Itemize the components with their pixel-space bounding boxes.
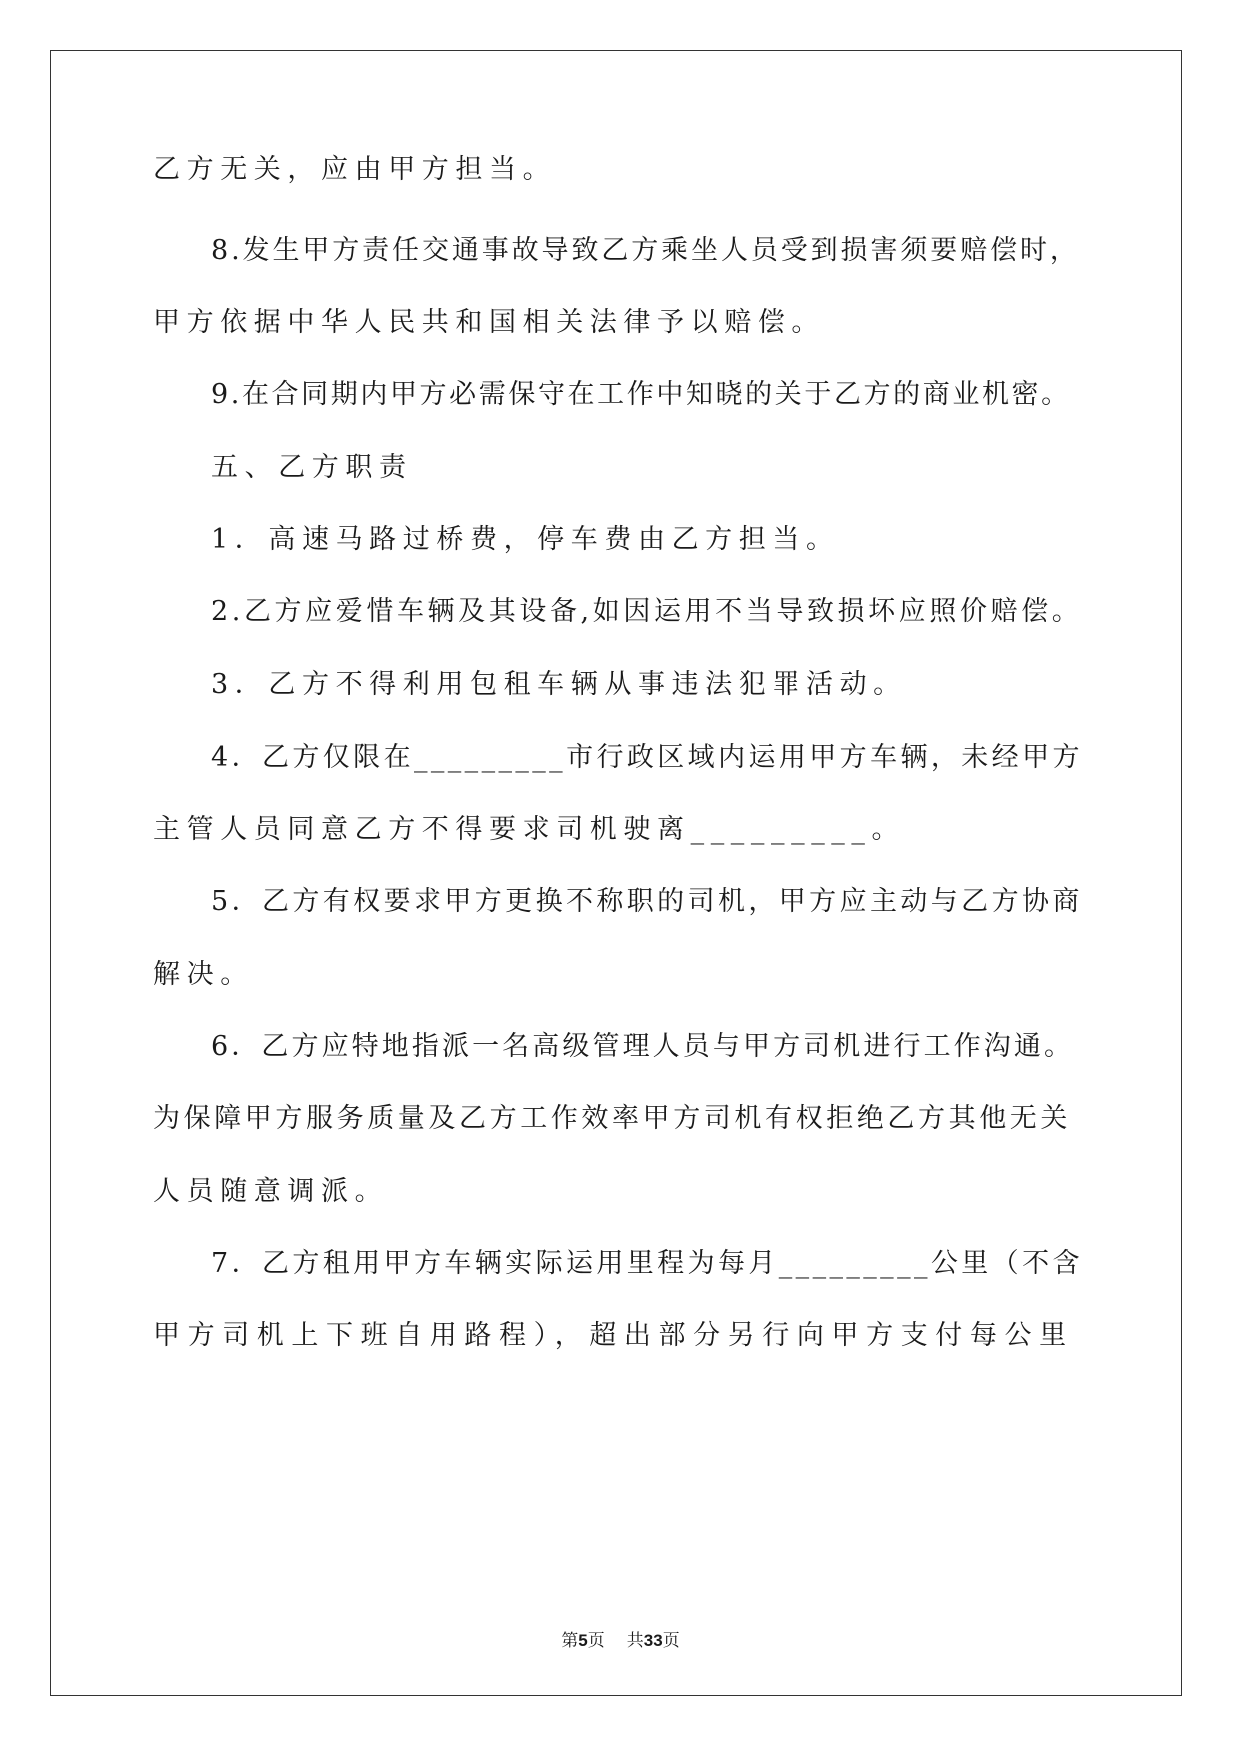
duty-7-line-1: 7．乙方租用甲方车辆实际运用里程为每月_________公里（不含 [211, 1248, 1083, 1279]
duty-6-line-1: 6．乙方应特地指派一名高级管理人员与甲方司机进行工作沟通。 [211, 1031, 1075, 1062]
footer-page-unit: 页 [587, 1631, 605, 1651]
duty-2: 2.乙方应爱惜车辆及其设备,如因运用不当导致损坏应照价赔偿。 [211, 596, 1083, 627]
total-pages: 33 [643, 1631, 663, 1650]
text-line-1: 乙方无关，应由甲方担当。 [153, 154, 557, 185]
duty-6-line-3: 人员随意调派。 [153, 1176, 389, 1207]
duty-3: 3．乙方不得利用包租车辆从事违法犯罪活动。 [211, 669, 907, 700]
duty-7-line-2: 甲方司机上下班自用路程），超出部分另行向甲方支付每公里 [153, 1320, 1074, 1351]
page-number: 5 [578, 1631, 588, 1650]
duty-5-line-2: 解决。 [153, 959, 254, 990]
page-border [50, 50, 1182, 1696]
duty-1: 1．高速马路过桥费，停车费由乙方担当。 [211, 524, 840, 555]
footer-prefix: 第 [561, 1631, 579, 1651]
clause-8-line-2: 甲方依据中华人民共和国相关法律予以赔偿。 [153, 307, 825, 338]
duty-6-line-2: 为保障甲方服务质量及乙方工作效率甲方司机有权拒绝乙方其他无关 [153, 1103, 1071, 1134]
page-footer [0, 1626, 1241, 1651]
footer-total-prefix: 共 [626, 1631, 644, 1651]
clause-8-line-1: 8.发生甲方责任交通事故导致乙方乘坐人员受到损害须要赔偿时， [211, 235, 1080, 266]
duty-5-line-1: 5．乙方有权要求甲方更换不称职的司机，甲方应主动与乙方协商 [211, 886, 1083, 917]
footer-total-unit: 页 [662, 1631, 680, 1651]
section-heading-5: 五、乙方职责 [211, 452, 413, 483]
duty-4-line-1: 4．乙方仅限在_________市行政区域内运用甲方车辆，未经甲方 [211, 742, 1083, 773]
clause-9: 9.在合同期内甲方必需保守在工作中知晓的关于乙方的商业机密。 [211, 379, 1071, 410]
duty-4-line-2: 主管人员同意乙方不得要求司机驶离_________。 [153, 814, 906, 845]
